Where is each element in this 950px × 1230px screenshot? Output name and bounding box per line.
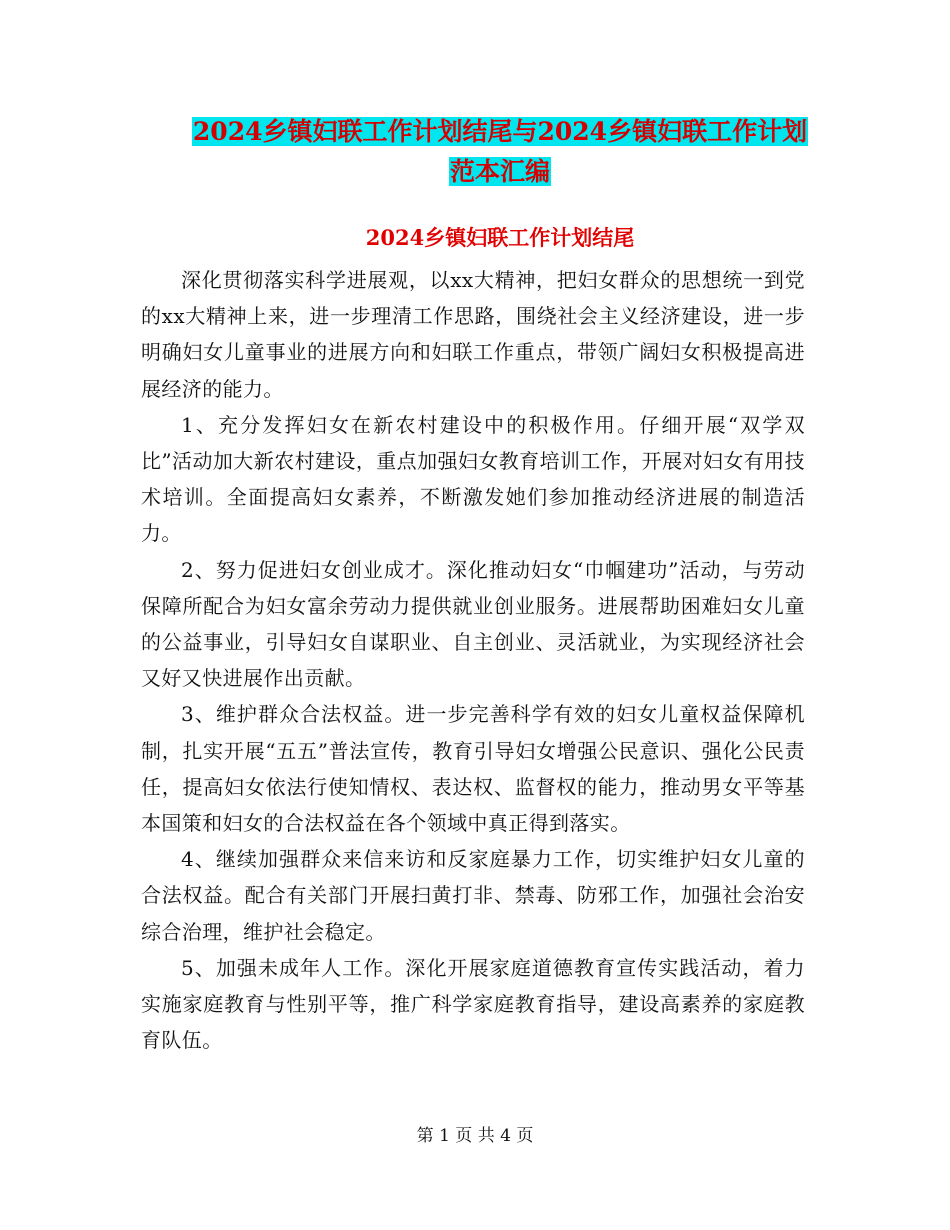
paragraph-item-5: 5、加强未成年人工作。深化开展家庭道德教育宣传实践活动，着力实施家庭教育与性别平等，推广科学家庭教育指导，建设高素养的家庭教育队伍。 (141, 955, 805, 1053)
document-body (141, 262, 805, 1058)
paragraph-item-3: 3、维护群众合法权益。进一步完善科学有效的妇女儿童权益保障机制，扎实开展“五五”普法宣传，教育引导妇女增强公民意识、强化公民责任，提高妇女依法行使知情权、表达权、监督权的能力，推动男女平等基本国策和妇女的合法权益在各个领域中真正得到落实。 (141, 702, 805, 836)
section-title: 2024乡镇妇联工作计划结尾 (365, 225, 635, 250)
paragraph-item-4: 4、继续加强群众来信来访和反家庭暴力工作，切实维护妇女儿童的合法权益。配合有关部门开展扫黄打非、禁毒、防邪工作，加强社会治安综合治理，维护社会稳定。 (141, 847, 805, 944)
page-footer: 第 1 页 共 4 页 (416, 1126, 534, 1146)
document-title-text-2: 范本汇编 (449, 157, 550, 186)
document-title-line-1 (140, 112, 860, 152)
paragraph-item-1: 1、充分发挥妇女在新农村建设中的积极作用。仔细开展“双学双比”活动加大新农村建设，重点加强妇女教育培训工作，开展对妇女有用技术培训。全面提高妇女素养，不断激发她们参加推动经济进展的制造活力。 (141, 412, 805, 546)
paragraph-item-2: 2、努力促进妇女创业成才。深化推动妇女“巾帼建功”活动，与劳动保障所配合为妇女富余劳动力提供就业创业服务。进展帮助困难妇女儿童的公益事业，引导妇女自谋职业、自主创业、灵活就业，为实现经济社会又好又快进展作出贡献。 (141, 557, 805, 691)
paragraph-intro: 深化贯彻落实科学进展观，以xx大精神，把妇女群众的思想统一到党的xx大精神上来，进一步理清工作思路，围绕社会主义经济建设，进一步明确妇女儿童事业的进展方向和妇联工作重点，带领广阔妇女积极提高进展经济的能力。 (141, 268, 805, 401)
document-title-text-1: 2024乡镇妇联工作计划结尾与2024乡镇妇联工作计划 (192, 117, 808, 146)
document-title-line-2 (140, 152, 860, 192)
